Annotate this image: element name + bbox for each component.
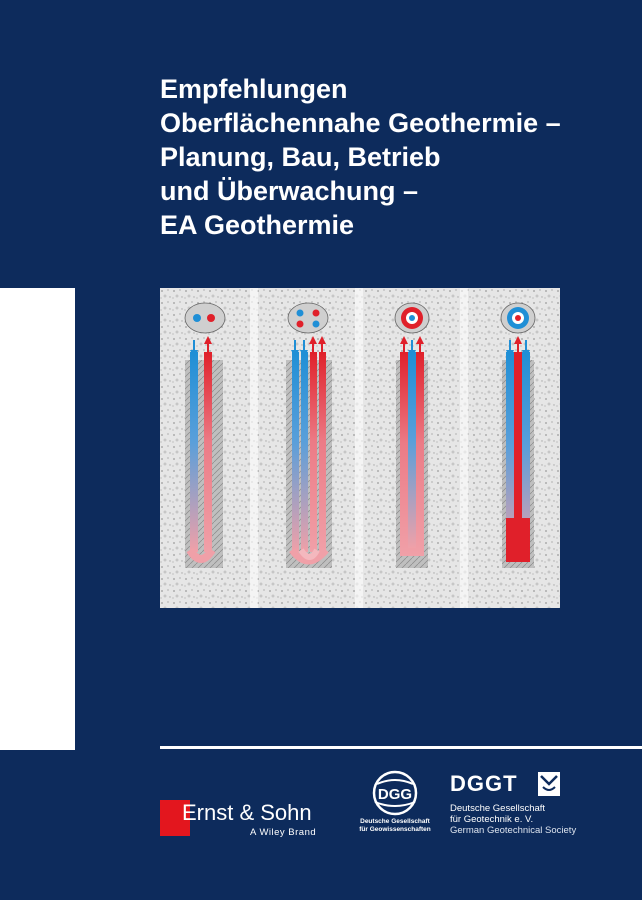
dgg-caption xyxy=(352,818,438,834)
ernst-sohn-logo xyxy=(160,800,330,840)
divider-line xyxy=(160,746,642,749)
dgg-logo xyxy=(352,770,438,840)
left-white-strip xyxy=(0,288,75,750)
title-line-5: EA Geothermie xyxy=(160,210,355,240)
dgg-line-1: Deutsche Gesellschaft xyxy=(360,818,430,825)
dgg-abbr: DGG xyxy=(377,786,413,803)
title-line-4: und Überwachung – xyxy=(160,176,419,206)
publisher-name: Ernst & Sohn xyxy=(182,800,312,825)
publisher-tagline: A Wiley Brand xyxy=(250,827,317,838)
dggt-logo xyxy=(450,772,610,842)
title-line-3: Planung, Bau, Betrieb xyxy=(160,142,441,172)
title-line-2: Oberflächennahe Geothermie – xyxy=(160,108,561,138)
dggt-line-2: für Geotechnik e. V. xyxy=(450,814,534,825)
book-title xyxy=(160,72,630,242)
dgg-line-2: für Geowissenschaften xyxy=(359,826,431,833)
title-line-1: Empfehlungen xyxy=(160,74,348,104)
borehole-heat-exchanger-figure xyxy=(160,288,560,608)
dggt-emblem-icon xyxy=(538,772,560,796)
dggt-line-3: German Geotechnical Society xyxy=(450,825,577,836)
dgg-emblem-icon xyxy=(361,770,429,816)
dggt-abbr: DGGT xyxy=(450,771,518,796)
dggt-line-1: Deutsche Gesellschaft xyxy=(450,803,546,814)
